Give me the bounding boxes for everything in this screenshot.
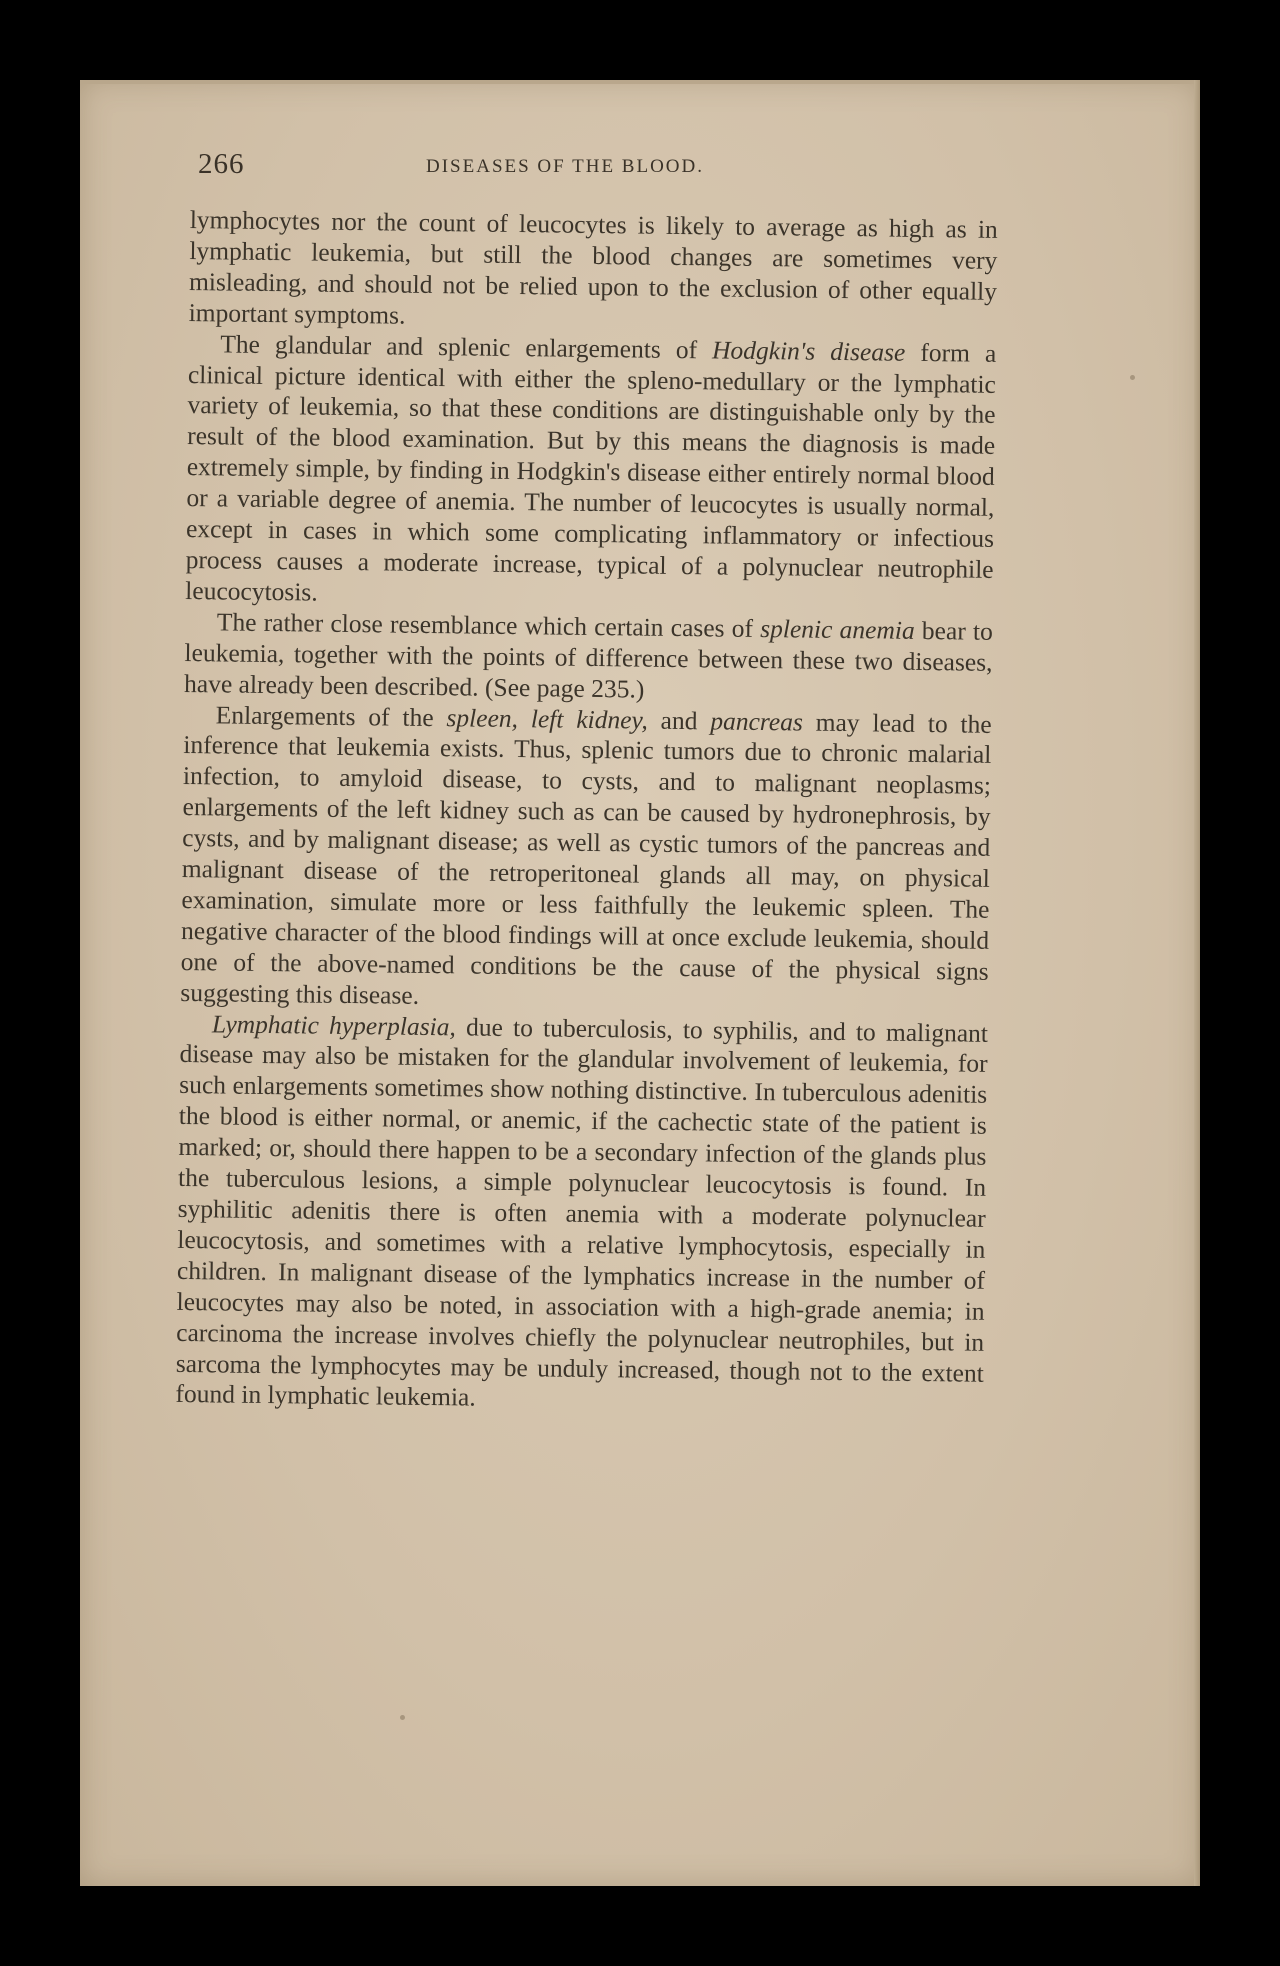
paragraph [185,329,996,617]
text-run: Enlargements of the [215,699,447,732]
text-run: bear to leukemia, together with the points of difference between these two diseases, have already been described. (See page 235.) [183,615,994,704]
page-right-edge [1194,80,1200,1886]
paragraph [180,699,992,1018]
italic-text: Lymphatic hyperplasia, [211,1008,457,1041]
text-run: The glandular and splenic enlargements of [220,329,713,365]
body-text [175,205,998,1420]
italic-text: spleen, left kidney, [446,702,648,735]
text-run: due to tuberculosis, to syphilis, and to malignant disease may also be mistaken for the glandular involvement of leukemia, for such enlargements sometimes show nothing distinctive. In tuberculous adenitis the blood is either normal, or anemic, if the cachectic state of the patient is marked; or, should there happen to be a secondary infection of the glands plus the tuberculous lesions, a simple polynuclear leucocytosis is found. In syphilitic adenitis there is often anemia with a moderate polynuclear leucocytosis, and sometimes with a relative lymphocytosis, especially in children. In malignant disease of the lymphatics increase in the number of leucocytes may also be noted, in association with a high-grade anemia; in carcinoma the increase involves chiefly the polynuclear neutrophiles, but in sarcoma the lymphocytes may be unduly increased, though not to the extent found in lymphatic leukemia. [175,1011,989,1413]
paper-spot [400,1715,405,1720]
italic-text: pancreas [710,705,804,737]
running-head: DISEASES OF THE BLOOD. [426,156,705,177]
paragraph [175,1009,988,1421]
italic-text: splenic anemia [760,613,915,645]
text-run: may lead to the inference that leukemia exists. Thus, splenic tumors due to chronic malarial infection, to amyloid disease, to cysts, and to malignant neoplasms; enlargements of the left kidney such as can be caused by hydronephrosis, by cysts, and by malignant disease; as well as cystic tumors of the pancreas and malignant disease of the retroperitoneal glands all may, on physical examination, simulate more or less faithfully the leukemic spleen. The negative character of the blood findings will at once exclude leukemia, should one of the above-named conditions be the cause of the physical signs suggesting this disease. [180,707,992,1010]
paragraph [188,205,997,338]
paragraph [184,607,993,710]
italic-text: Hodgkin's disease [711,335,906,367]
text-run: form a clinical picture identical with either the spleno-medullary or the lymphatic variety of leukemia, so that these conditions are distinguishable only by the result of the blood examination. But by this means the diagnosis is made extremely simple, by finding in Hodgkin's disease either entirely normal blood or a variable degree of anemia. The number of leucocytes is usually normal, except in cases in which some complicating inflammatory or infectious process causes a moderate increase, typical of a polynuclear neutrophile leucocytosis. [185,337,997,607]
page-top-edge [80,80,1200,84]
page-header [198,148,988,188]
text-run: lymphocytes nor the count of leucocytes is likely to average as high as in lymphatic leukemia, but still the blood changes are sometimes very misleading, and should not be relied upon to the exclusion of other equally important symptoms. [188,205,998,330]
page-number: 266 [198,148,245,180]
paper-spot [1130,375,1135,380]
text-run: The rather close resemblance which certain cases of [216,607,761,643]
text-run: and [647,705,711,735]
